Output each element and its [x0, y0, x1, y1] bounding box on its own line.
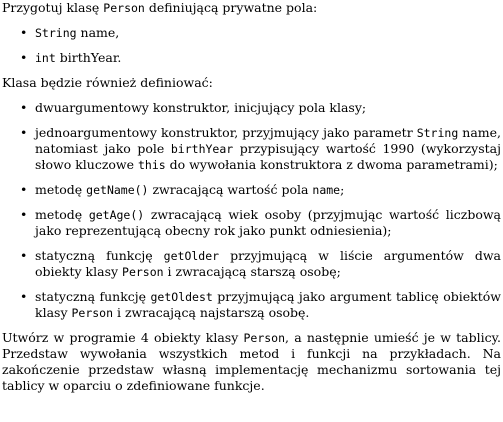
method-text: ;: [340, 182, 345, 197]
class-name-code: Person: [103, 1, 145, 15]
bullet-icon: •: [20, 100, 28, 115]
list-item: [2, 207, 501, 239]
code-term: getOlder: [163, 249, 220, 263]
intro-text-end: definiującą prywatne pola:: [144, 0, 318, 15]
final-text: Utwórz w programie 4 obiekty klasy: [2, 330, 244, 345]
list-item: [2, 248, 501, 280]
document: [2, 0, 501, 394]
code-term: Person: [243, 331, 286, 345]
code-term: this: [138, 158, 166, 172]
field-name: birthYear.: [55, 50, 122, 65]
method-text: przypisujący wartość 1990 (wykorzystaj słowo kluczowe: [35, 141, 501, 172]
final-text: , a następnie umieść je w tablicy. Przedstaw wywołania wszystkich metod i funkcji na przykładach. Na zakończenie przedstaw własną implementację mechanizmu sortowania tej tablicy w oparciu o zdefiniowane funkcje.: [2, 330, 501, 393]
field-name: name,: [76, 25, 120, 40]
code-term: String: [416, 126, 459, 140]
method-text: metodę: [35, 207, 89, 222]
code-term: getAge(): [88, 208, 145, 222]
bullet-icon: •: [20, 207, 28, 222]
method-text: i zwracającą starszą osobę;: [163, 264, 341, 279]
method-text: name, natomiast jako pole: [35, 125, 501, 156]
list-item: [2, 125, 501, 173]
method-text: statyczną funkcję: [35, 248, 164, 263]
list-item: [2, 50, 501, 66]
bullet-icon: •: [20, 248, 28, 263]
code-term: getName(): [86, 183, 149, 197]
code-term: name: [312, 183, 341, 197]
method-text: i zwracającą najstarszą osobę.: [113, 305, 310, 320]
fields-list: [2, 25, 501, 66]
field-type-code: int: [35, 51, 56, 65]
method-text: jednoargumentowy konstruktor, przyjmujący jako parametr: [35, 125, 417, 140]
list-item: [2, 182, 501, 198]
field-type-code: String: [35, 26, 77, 40]
method-text: metodę: [35, 182, 87, 197]
list-item: [2, 25, 501, 41]
bullet-icon: •: [20, 289, 28, 304]
bullet-icon: •: [20, 50, 28, 65]
method-text: zwracającą wartość pola: [148, 182, 313, 197]
final-paragraph: [2, 330, 501, 394]
method-text: przyjmującą w liście argumentów dwa obiekty klasy: [35, 248, 501, 279]
list-item: [2, 100, 501, 116]
method-text: zwracającą wiek osoby (przyjmując wartość liczbową jako reprezentującą obecny rok jako punkt odniesienia);: [35, 207, 501, 238]
method-text: do wywołania konstruktora z dwoma parametrami);: [165, 157, 498, 172]
intro-paragraph: [2, 0, 501, 16]
list-item: [2, 289, 501, 321]
code-term: birthYear: [170, 142, 234, 156]
bullet-icon: •: [20, 182, 28, 197]
method-description: dwuargumentowy konstruktor, inicjujący pola klasy;: [35, 100, 367, 115]
code-term: Person: [122, 265, 164, 279]
method-text: przyjmującą jako argument tablicę obiektów klasy: [35, 289, 501, 320]
bullet-icon: •: [20, 125, 28, 140]
methods-intro-paragraph: Klasa będzie również definiować:: [2, 75, 213, 90]
code-term: getOldest: [150, 290, 213, 304]
intro-text-start: Przygotuj klasę: [2, 0, 104, 15]
code-term: Person: [71, 306, 114, 320]
method-text: statyczną funkcję: [35, 289, 151, 304]
methods-list: [2, 100, 501, 321]
bullet-icon: •: [20, 25, 28, 40]
